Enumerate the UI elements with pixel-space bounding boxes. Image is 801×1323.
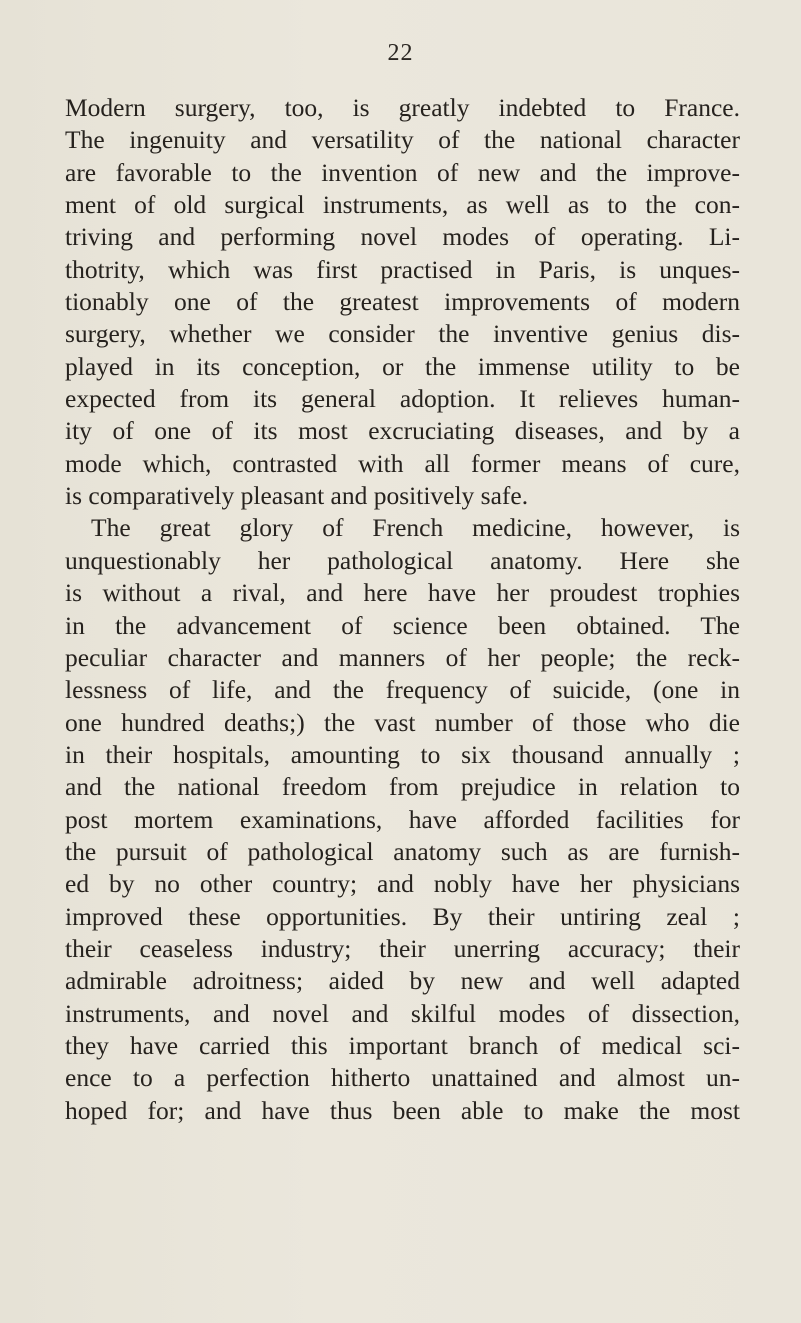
text-line: ence to a perfection hitherto unattained and almost un- [65,1063,740,1093]
page-number: 22 [387,40,414,66]
text-line: thotrity, which was first practised in Paris, is unques- [65,254,740,284]
text-line: triving and performing novel modes of operating. Li- [65,222,740,252]
text-line: lessness of life, and the frequency of suicide, (one in [65,675,740,705]
text-line: their ceaseless industry; their unerring accuracy; their [65,933,740,963]
text-line: ity of one of its most excruciating diseases, and by a [65,416,740,446]
text-line: admirable adroitness; aided by new and well adapted [65,966,740,996]
text-line: in their hospitals, amounting to six thousand annually ; [65,739,740,769]
text-line: unquestionably her pathological anatomy. Here she [65,545,740,575]
text-line: The ingenuity and versatility of the national character [65,125,740,155]
text-line: they have carried this important branch of medical sci- [65,1030,740,1060]
text-line: expected from its general adoption. It relieves human- [65,384,740,414]
text-line: ment of old surgical instruments, as well as to the con- [65,190,740,220]
text-line: in the advancement of science been obtained. The [65,610,740,640]
text-line: is comparatively pleasant and positively safe. [65,481,529,511]
text-line: is without a rival, and here have her proudest trophies [65,578,740,608]
text-line: ed by no other country; and nobly have her physicians [65,869,740,899]
text-line: played in its conception, or the immense utility to be [65,351,740,381]
text-line: improved these opportunities. By their untiring zeal ; [65,901,740,931]
text-line: and the national freedom from prejudice in relation to [65,772,740,802]
text-line: surgery, whether we consider the inventive genius dis- [65,319,740,349]
text-line: the pursuit of pathological anatomy such as are furnish- [65,836,740,866]
text-line: Modern surgery, too, is greatly indebted to France. [65,93,740,122]
text-line: hoped for; and have thus been able to make the most [65,1095,740,1125]
text-line: tionably one of the greatest improvements of modern [65,287,740,317]
text-line: The great glory of French medicine, however, is [91,513,740,543]
text-line: instruments, and novel and skilful modes of dissection, [65,998,740,1028]
text-line: post mortem examinations, have afforded facilities for [65,804,740,834]
text-line: peculiar character and manners of her people; the reck- [65,642,740,672]
text-line: one hundred deaths;) the vast number of those who die [65,707,740,737]
text-line: mode which, contrasted with all former means of cure, [65,448,740,478]
body-text [65,92,740,1127]
text-line: are favorable to the invention of new and the improve- [65,157,740,187]
